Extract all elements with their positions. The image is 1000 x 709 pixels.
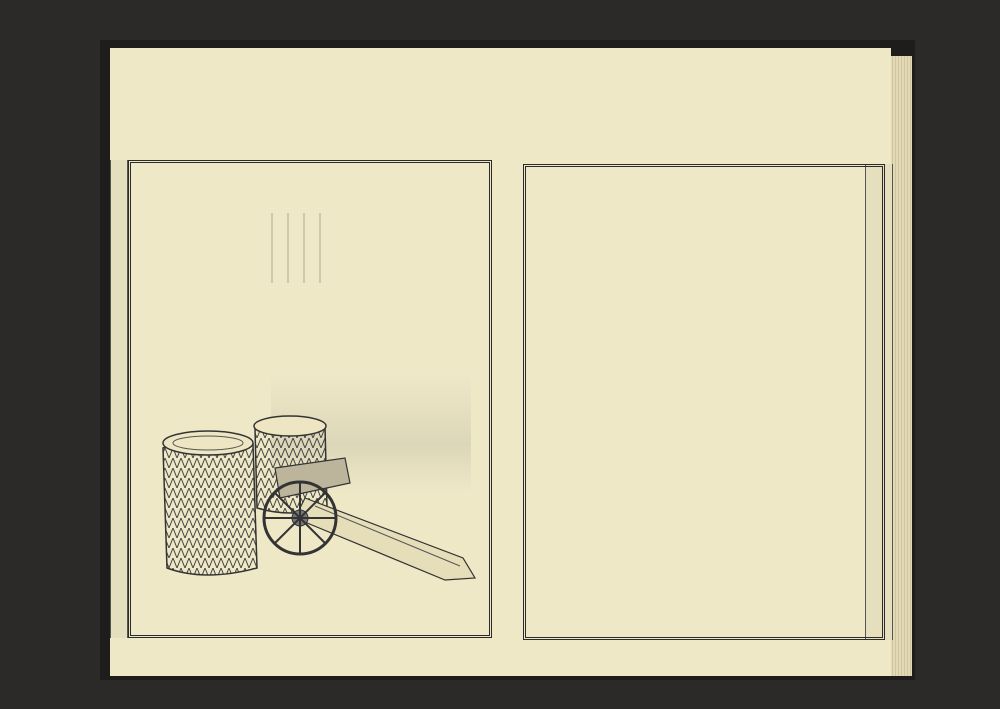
text-frame [523, 164, 885, 640]
gabion-cannon-illustration [145, 388, 485, 588]
illustration-frame [128, 160, 492, 638]
left-page [110, 48, 505, 676]
left-page-gutter-strip [110, 160, 128, 638]
right-page [503, 48, 891, 676]
color-chart [0, 88, 42, 578]
bleed-through-text [271, 213, 331, 283]
